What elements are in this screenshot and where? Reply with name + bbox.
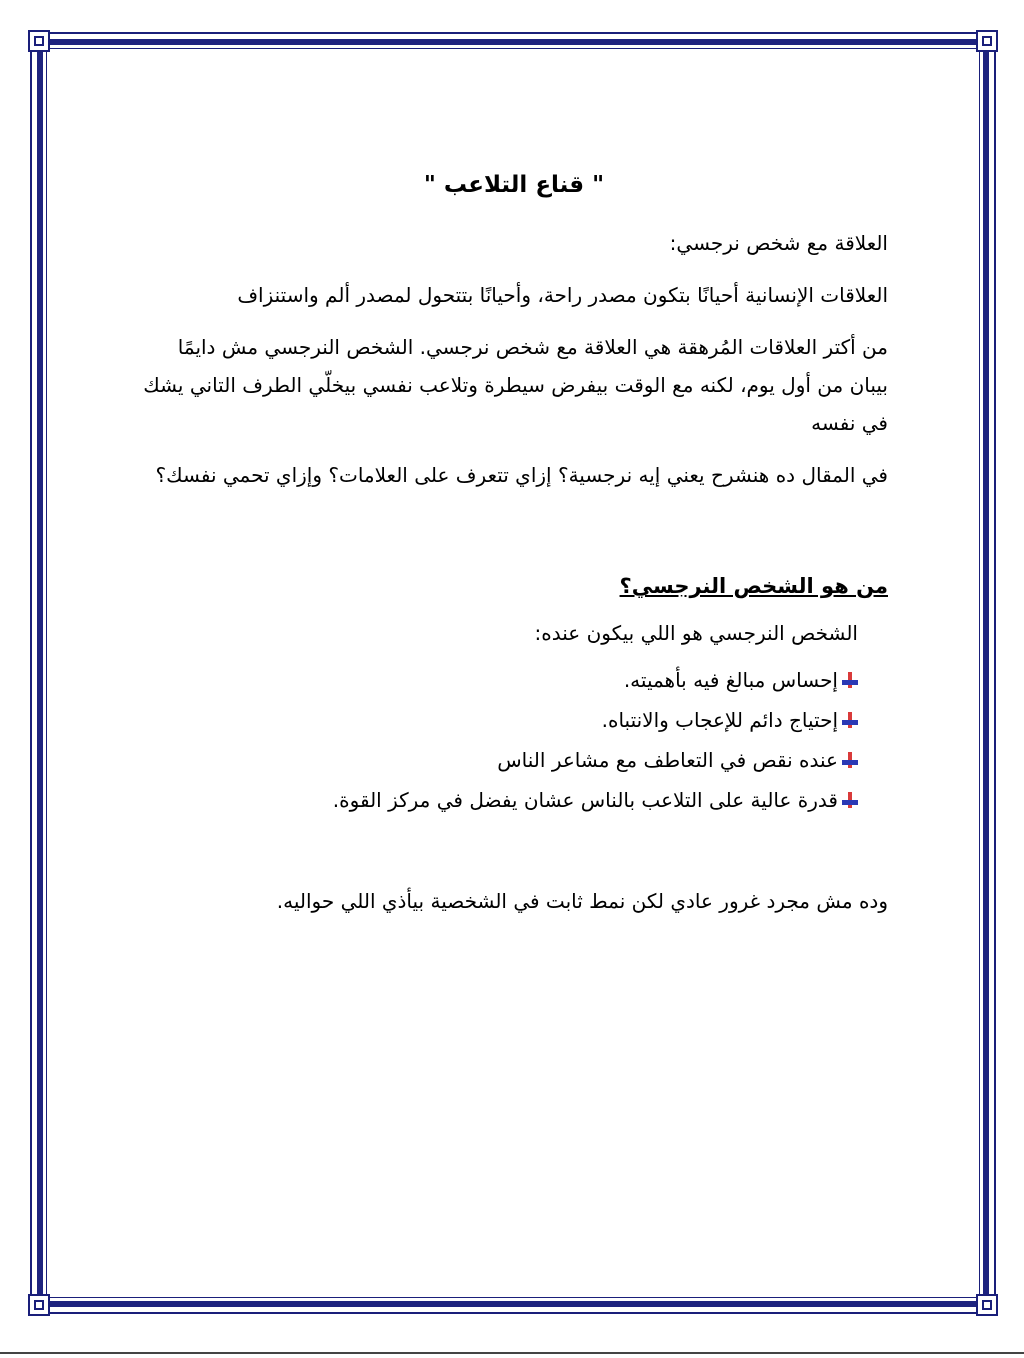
list-item-text: إحساس مبالغ فيه بأهميته. [623,668,838,692]
paragraph-3: من أكتر العلاقات المُرهقة هي العلاقة مع شخص نرجسي. الشخص النرجسي مش دايمًا بيبان من أول يوم، لكنه مع الوقت بيفرض سيطرة وتلاعب نفسي بيخلّي الطرف التاني يشك في نفسه [143,335,888,435]
list-item [140,780,858,820]
paragraph-2: العلاقات الإنسانية أحيانًا بتكون مصدر راحة، وأحيانًا بتتحول لمصدر ألم واستنزاف [237,283,888,307]
list-item-text: قدرة عالية على التلاعب بالناس عشان يفضل في مركز القوة. [332,788,838,812]
list-item [140,660,858,700]
page-bottom-rule [0,1352,1024,1354]
list-item-text: عنده نقص في التعاطف مع مشاعر الناس [497,748,838,772]
bullet-list [140,660,888,820]
closing-paragraph: وده مش مجرد غرور عادي لكن نمط ثابت في الشخصية بيأذي اللي حواليه. [276,889,888,913]
section-intro: الشخص النرجسي هو اللي بيكون عنده: [534,621,858,645]
colored-arrow-bullet-icon [842,792,858,808]
section-heading: من هو الشخص النرجسي؟ [619,574,888,598]
colored-arrow-bullet-icon [842,712,858,728]
colored-arrow-bullet-icon [842,752,858,768]
colored-arrow-bullet-icon [842,672,858,688]
paragraph-4: في المقال ده هنشرح يعني إيه نرجسية؟ إزاي تتعرف على العلامات؟ وإزاي تحمي نفسك؟ [155,463,888,487]
list-item [140,700,858,740]
paragraph-1: العلاقة مع شخص نرجسي: [669,231,888,255]
border-corner-bottom-right [976,1294,998,1316]
document-title: " قناع التلاعب " [423,172,605,198]
border-corner-bottom-left [28,1294,50,1316]
border-corner-top-right [976,30,998,52]
document-body [140,160,888,934]
border-corner-top-left [28,30,50,52]
list-item [140,740,858,780]
list-item-text: إحتياج دائم للإعجاب والانتباه. [601,708,838,732]
